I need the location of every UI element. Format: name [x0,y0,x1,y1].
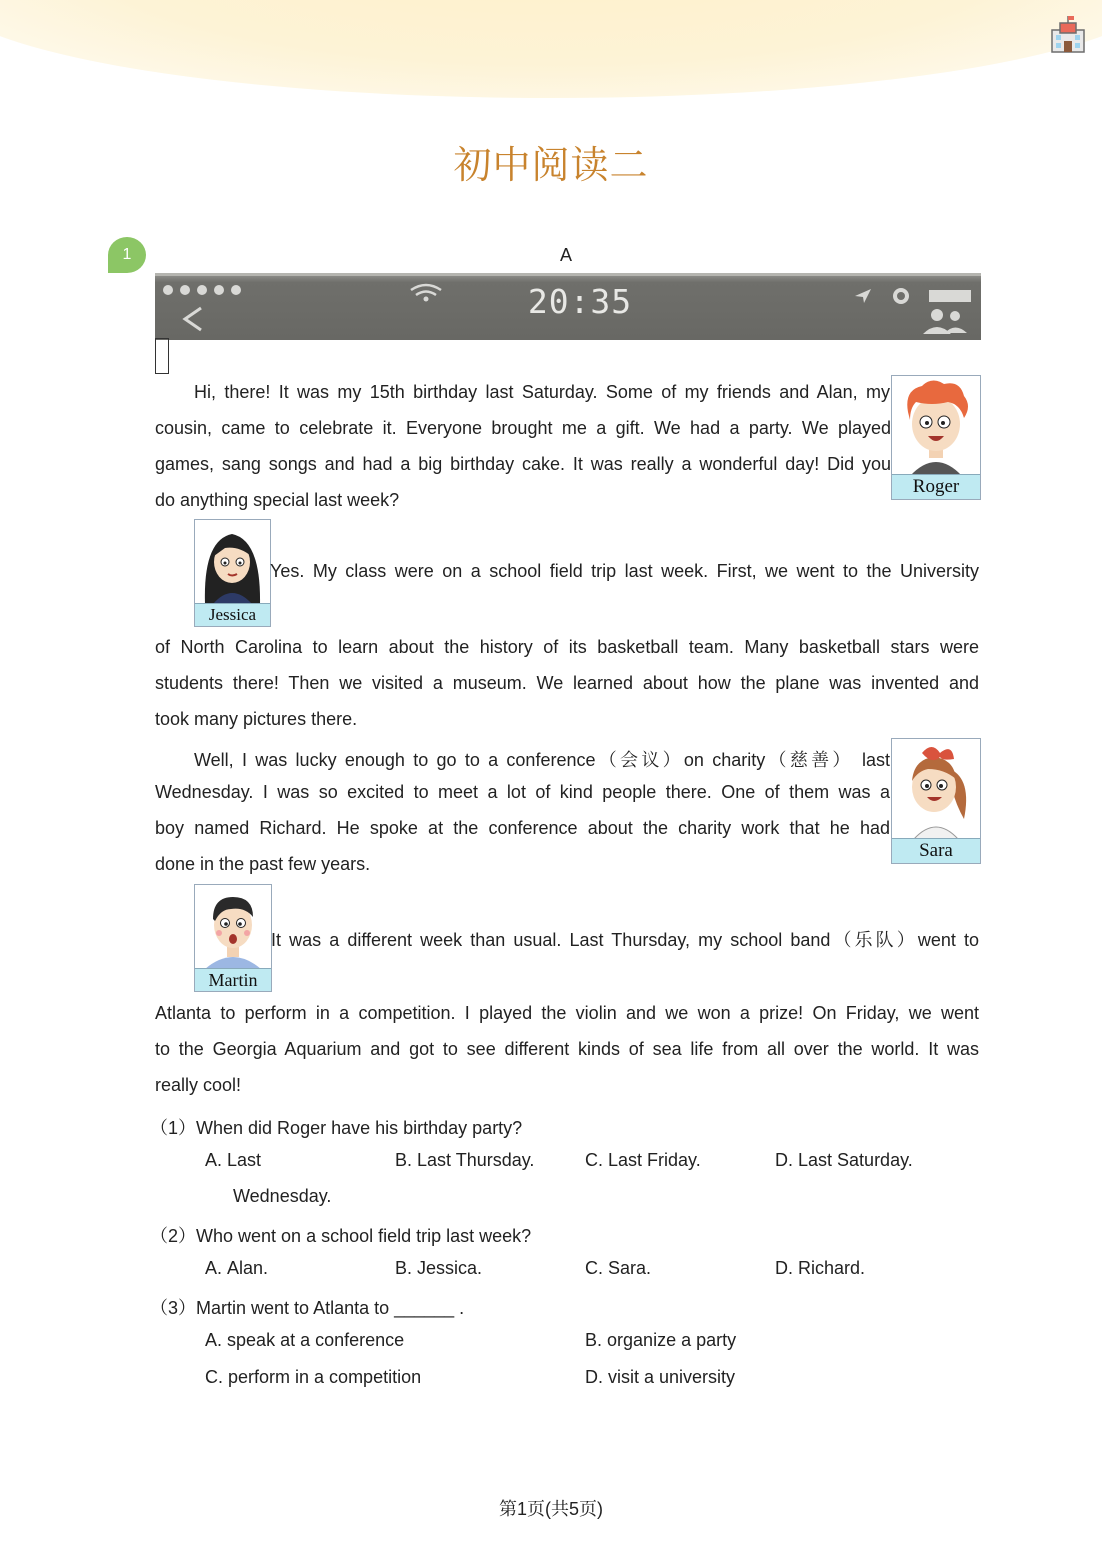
q3-option-a[interactable]: A. speak at a conference [205,1330,405,1350]
page-footer: 第1页(共5页) [498,1499,603,1519]
question-2-label: （2） [150,1226,197,1246]
school-icon [1048,14,1088,54]
sara-avatar [891,738,981,864]
q2-option-a[interactable]: A. Alan. [205,1258,269,1278]
question-3-label: （3） [150,1298,197,1318]
question-3-text: Martin went to Atlanta to ______ . [196,1298,465,1318]
jessica-line-4: took many pictures there. [155,709,358,729]
question-1 [150,1114,522,1140]
roger-line-4: do anything special last week? [155,490,400,510]
q2-option-d[interactable]: D. Richard. [775,1258,866,1278]
page-title: 初中阅读二 [453,143,649,187]
question-2 [150,1222,531,1248]
q2-option-b[interactable]: B. Jessica. [395,1258,483,1278]
q3-option-b[interactable]: B. organize a party [585,1330,737,1350]
text-cursor-box [155,338,169,374]
roger-name: Roger [892,474,980,499]
q3-option-c[interactable]: C. perform in a competition [205,1367,422,1387]
section-letter: A [560,245,573,265]
battery-icon [929,290,971,302]
sara-name: Sara [892,838,980,863]
roger-line-3: games, sang songs and had a big birthday cake. It was really a wonderful day! Did you [155,454,891,474]
location-icon [855,289,871,303]
roger-line-2: cousin, came to celebrate it. Everyone brought me a gift. We had a party. We played [155,418,891,438]
jessica-avatar [194,519,271,627]
phone-time: 20:35 [527,282,633,321]
question-number-badge: 1 [108,237,146,273]
sara-line-2: Wednesday. I was so excited to meet a lot of kind people there. One of them was a [155,782,890,802]
q1-option-c[interactable]: C. Last Friday. [585,1150,701,1170]
jessica-line-1: Yes. My class were on a school field trip last week. First, we went to the University [270,561,979,581]
phone-status-bar [155,273,981,340]
martin-avatar [194,884,272,992]
roger-avatar [891,375,981,500]
martin-line-2: Atlanta to perform in a competition. I played the violin and we won a prize! On Friday, we went [155,1003,979,1023]
jessica-line-2: of North Carolina to learn about the history of its basketball team. Many basketball stars were [155,637,979,657]
martin-line-1: It was a different week than usual. Last Thursday, my school band（乐队）went to [271,930,979,950]
q3-option-d[interactable]: D. visit a university [585,1367,736,1387]
question-3 [150,1294,464,1320]
back-arrow-icon [185,308,201,330]
q1-option-a[interactable]: A. Last [205,1150,262,1170]
q1-option-d[interactable]: D. Last Saturday. [775,1150,913,1170]
header-decoration [0,0,1102,98]
question-1-text: When did Roger have his birthday party? [196,1118,523,1138]
q1-option-a-cont: Wednesday. [233,1186,332,1206]
martin-name: Martin [195,968,271,991]
sara-line-3: boy named Richard. He spoke at the conference about the charity work that he had [155,818,890,838]
q2-option-c[interactable]: C. Sara. [585,1258,652,1278]
martin-line-4: really cool! [155,1075,242,1095]
signal-dot-icon [163,285,173,295]
wifi-icon [411,285,441,295]
question-2-text: Who went on a school field trip last week? [196,1226,532,1246]
roger-line-1: Hi, there! It was my 15th birthday last Saturday. Some of my friends and Alan, my [194,382,890,402]
martin-line-3: to the Georgia Aquarium and got to see different kinds of sea life from all over the world. It was [155,1039,979,1059]
q1-option-b[interactable]: B. Last Thursday. [395,1150,535,1170]
sara-line-4: done in the past few years. [155,854,371,874]
sara-line-1: Well, I was lucky enough to go to a conference（会议）on charity（慈善） last [194,750,890,770]
jessica-name: Jessica [195,603,270,626]
contacts-icon [923,309,967,334]
jessica-line-3: students there! Then we visited a museum. We learned about how the plane was invented and [155,673,979,693]
question-1-label: （1） [150,1118,197,1138]
